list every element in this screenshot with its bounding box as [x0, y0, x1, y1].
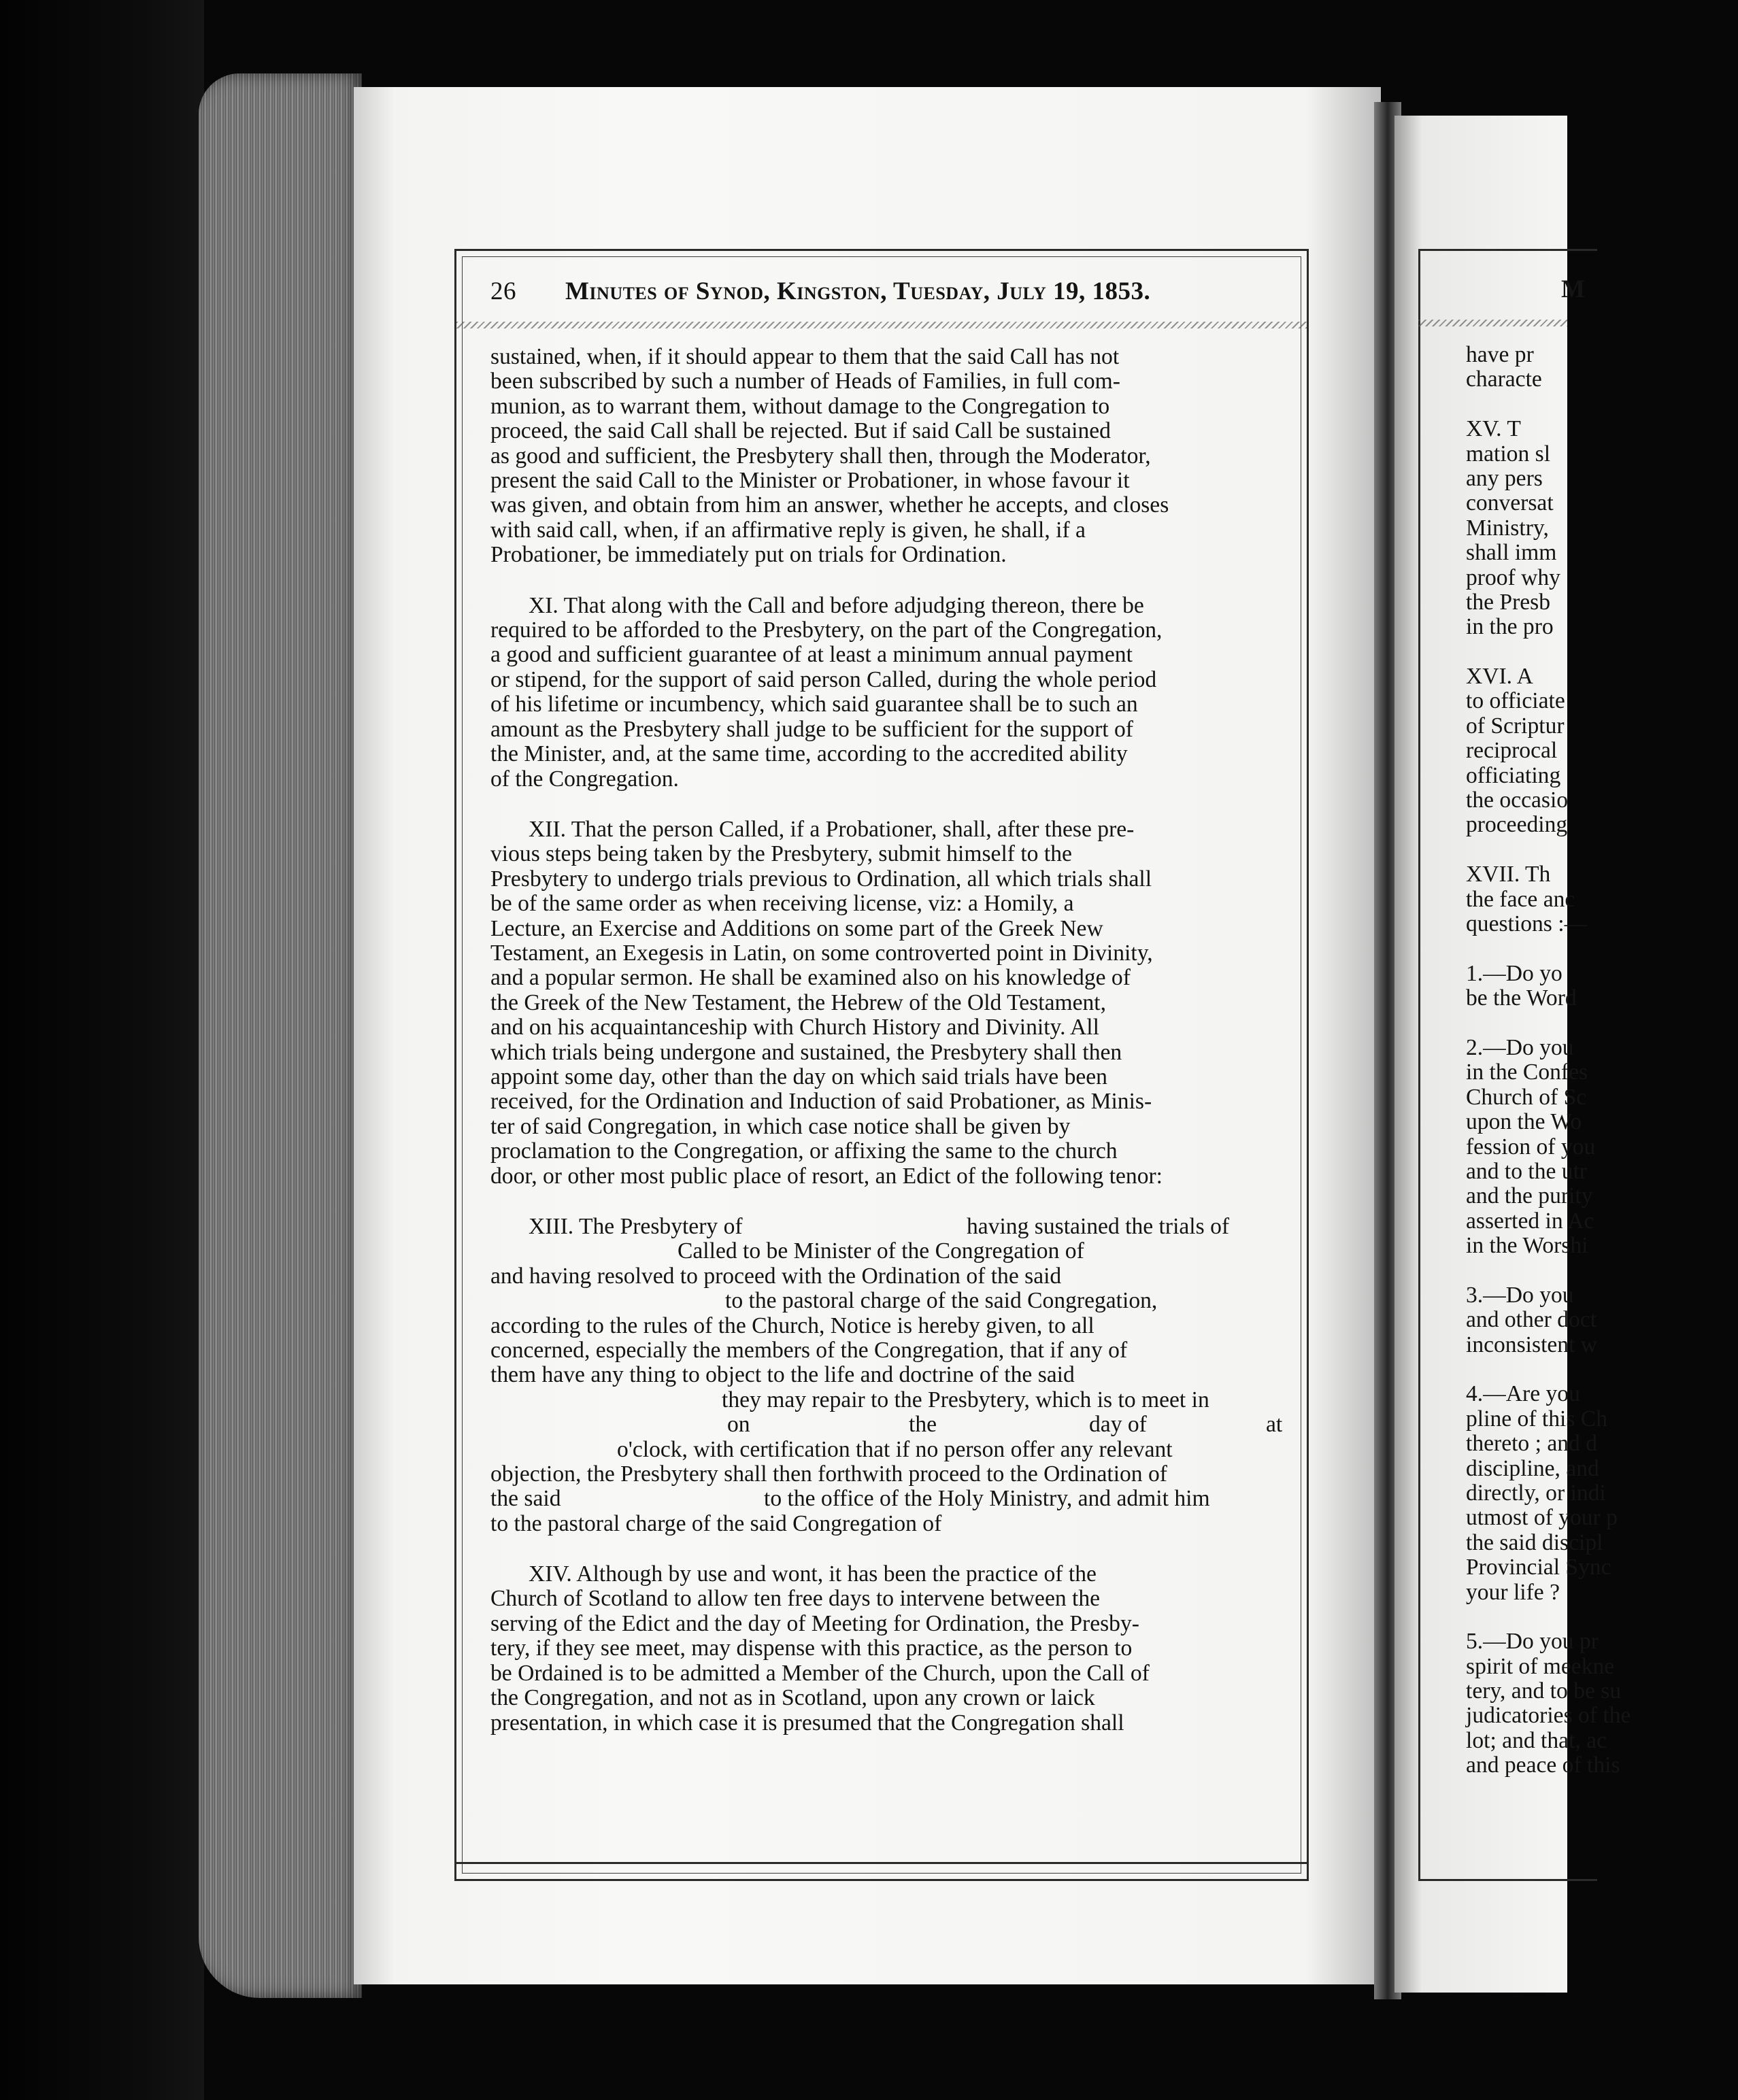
edict-text: the said: [490, 1486, 561, 1512]
right-text-line: [1466, 640, 1738, 664]
text-line: be of the same order as when receiving license, viz: a Homily, a: [490, 891, 1074, 917]
right-text-line: upon the Wo: [1466, 1109, 1582, 1135]
edict-text: on: [727, 1412, 750, 1438]
text-line: which trials being undergone and sustained, the Presbytery shall then: [490, 1039, 1122, 1065]
right-text-line: [1466, 1357, 1738, 1382]
edict-text: to the office of the Holy Ministry, and admit him: [764, 1486, 1210, 1512]
right-text-line: and peace of this: [1466, 1752, 1620, 1778]
text-line: ter of said Congregation, in which case notice shall be given by: [490, 1113, 1071, 1139]
right-text-line: [1466, 392, 1738, 417]
edict-text: day of: [1089, 1412, 1147, 1438]
text-line: Testament, an Exegesis in Latin, on some controverted point in Divinity,: [490, 940, 1153, 966]
text-line: the Congregation, and not as in Scotland, upon any crown or laick: [490, 1685, 1095, 1711]
right-running-head: M: [1561, 275, 1585, 303]
right-text-line: have pr: [1466, 342, 1534, 367]
running-head: Minutes of Synod, Kingston, Tuesday, July 19, 1853.: [565, 277, 1151, 305]
right-text-line: to officiate: [1466, 688, 1565, 714]
text-line: munion, as to warrant them, without damage to the Congregation to: [490, 393, 1110, 419]
page-body: [490, 345, 1281, 1735]
text-line: Church of Scotland to allow ten free days to intervene between the: [490, 1586, 1101, 1612]
right-text-line: 5.—Do you pr: [1466, 1629, 1599, 1655]
right-text-line: XV. T: [1466, 416, 1521, 442]
right-text-line: in the Confes: [1466, 1060, 1588, 1085]
right-text-line: the said discipl: [1466, 1529, 1603, 1555]
right-text-line: the face anc: [1466, 886, 1575, 912]
right-text-line: XVI. A: [1466, 664, 1533, 690]
right-text-line: thereto ; and d: [1466, 1431, 1598, 1457]
right-text-line: be the Word: [1466, 985, 1577, 1011]
text-line: vious steps being taken by the Presbytery, submit himself to the: [490, 841, 1072, 867]
text-line: appoint some day, other than the day on which said trials have been: [490, 1064, 1107, 1089]
edict-line: [490, 1239, 1281, 1264]
right-text-line: any pers: [1466, 465, 1543, 491]
right-text-line: inconsistent w: [1466, 1332, 1598, 1357]
right-text-line: in the Worshi: [1466, 1233, 1588, 1259]
right-text-line: 1.—Do yo: [1466, 960, 1562, 986]
page-number: 26: [490, 277, 516, 305]
right-text-line: the Presb: [1466, 589, 1551, 615]
right-text-line: reciprocal: [1466, 738, 1558, 764]
edict-text: the: [909, 1412, 937, 1438]
right-text-line: shall imm: [1466, 540, 1557, 566]
right-text-line: spirit of meekne: [1466, 1653, 1615, 1679]
right-text-line: asserted in Ac: [1466, 1208, 1594, 1234]
edict-text: Called to be Minister of the Congregation of: [678, 1238, 1084, 1264]
edict-text: according to the rules of the Church, Notice is hereby given, to all: [490, 1312, 1094, 1338]
text-line: be Ordained is to be admitted a Member of the Church, upon the Call of: [490, 1660, 1150, 1686]
right-header-rule: [1418, 320, 1567, 326]
edict-text: at: [1266, 1412, 1283, 1438]
right-text-line: Church of Sc: [1466, 1084, 1587, 1110]
text-line: Probationer, be immediately put on trials for Ordination.: [490, 542, 1007, 568]
text-line: the Greek of the New Testament, the Hebrew of the Old Testament,: [490, 989, 1107, 1015]
text-line: presentation, in which case it is presumed that the Congregation shall: [490, 1710, 1124, 1735]
text-line: of the Congregation.: [490, 766, 679, 792]
edict-line: [490, 1388, 1281, 1412]
edict-line: [490, 1289, 1281, 1313]
edict-text: XIII. The Presbytery of: [529, 1214, 743, 1239]
text-line: been subscribed by such a number of Heads of Families, in full com-: [490, 369, 1120, 394]
right-text-line: [1466, 1011, 1738, 1036]
right-text-line: in the pro: [1466, 614, 1554, 640]
edict-text: o'clock, with certification that if no person offer any relevant: [617, 1436, 1173, 1462]
edict-line: [490, 1264, 1281, 1289]
right-text-line: lot; and that, ac: [1466, 1727, 1607, 1753]
right-text-line: tery, and to be su: [1466, 1678, 1622, 1704]
text-line: door, or other most public place of resort, an Edict of the following tenor:: [490, 1163, 1163, 1189]
right-text-line: Ministry,: [1466, 515, 1549, 541]
right-text-line: proceeding: [1466, 812, 1568, 838]
page-fore-edge: [199, 73, 362, 1998]
right-text-line: XVII. Th: [1466, 862, 1551, 887]
right-text-line: your life ?: [1466, 1579, 1560, 1605]
text-line: XI. That along with the Call and before adjudging thereon, there be: [529, 592, 1144, 618]
right-text-line: questions :—: [1466, 911, 1588, 936]
edict-line: [490, 1338, 1281, 1363]
right-text-line: 2.—Do you: [1466, 1034, 1574, 1060]
edict-text: to the pastoral charge of the said Congregation of: [490, 1510, 942, 1536]
right-text-line: utmost of your p: [1466, 1505, 1618, 1531]
text-line: as good and sufficient, the Presbytery shall then, through the Moderator,: [490, 443, 1151, 469]
text-line: serving of the Edict and the day of Meeting for Ordination, the Presby-: [490, 1610, 1139, 1636]
text-line: received, for the Ordination and Induction of said Probationer, as Minis-: [490, 1089, 1152, 1115]
right-text-line: and the purity: [1466, 1183, 1593, 1209]
right-text-line: judicatories of the: [1466, 1703, 1631, 1729]
right-text-line: discipline, and: [1466, 1455, 1599, 1481]
text-line: was given, and obtain from him an answer, whether he accepts, and closes: [490, 492, 1169, 518]
text-line: of his lifetime or incumbency, which said guarantee shall be to such an: [490, 692, 1138, 717]
section-xiii-edict: [490, 1215, 1281, 1536]
edict-text: having sustained the trials of: [967, 1214, 1230, 1239]
edict-line: [490, 1487, 1281, 1511]
text-line: required to be afforded to the Presbytery, on the part of the Congregation,: [490, 617, 1163, 643]
page-header: [490, 277, 1280, 318]
frame-bottom-rule: [456, 1862, 1307, 1864]
right-text-line: mation sl: [1466, 441, 1551, 467]
edict-line: [490, 1363, 1281, 1387]
edict-text: to the pastoral charge of the said Congregation,: [725, 1288, 1158, 1314]
edict-line: [490, 1462, 1281, 1487]
right-text-line: [1466, 838, 1738, 862]
right-text-line: proof why: [1466, 564, 1560, 590]
right-text-line: fession of you: [1466, 1134, 1596, 1159]
right-text-line: conversat: [1466, 490, 1554, 516]
text-line: XIV. Although by use and wont, it has been the practice of the: [529, 1561, 1097, 1587]
right-text-line: 4.—Are you: [1466, 1381, 1580, 1407]
text-line: and a popular sermon. He shall be examined also on his knowledge of: [490, 965, 1131, 991]
text-line: proclamation to the Congregation, or affixing the same to the church: [490, 1138, 1118, 1164]
text-line: Presbytery to undergo trials previous to Ordination, all which trials shall: [490, 866, 1152, 892]
text-line: tery, if they see meet, may dispense with this practice, as the person to: [490, 1636, 1133, 1661]
text-line: or stipend, for the support of said person Called, during the whole period: [490, 666, 1157, 692]
right-text-line: the occasio: [1466, 788, 1569, 813]
edict-text: them have any thing to object to the life and doctrine of the said: [490, 1362, 1075, 1388]
text-line: proceed, the said Call shall be rejected. But if said Call be sustained: [490, 418, 1111, 444]
text-line: the Minister, and, at the same time, according to the accredited ability: [490, 741, 1128, 767]
edict-text: and having resolved to proceed with the Ordination of the said: [490, 1263, 1062, 1289]
right-text-line: directly, or indi: [1466, 1480, 1606, 1506]
right-text-line: 3.—Do you: [1466, 1282, 1574, 1308]
edict-line: [490, 1512, 1281, 1536]
section-xii: [490, 817, 1281, 1189]
edict-line: [490, 1438, 1281, 1462]
book-spine-shadow: [0, 0, 204, 2100]
edict-line: [490, 1215, 1281, 1239]
text-line: a good and sufficient guarantee of at least a minimum annual payment: [490, 642, 1133, 668]
continued-paragraph: [490, 345, 1281, 568]
right-text-line: of Scriptur: [1466, 713, 1565, 739]
header-wavy-rule: [456, 322, 1307, 328]
right-text-line: [1466, 1258, 1738, 1283]
right-text-line: officiating: [1466, 762, 1561, 788]
text-line: Lecture, an Exercise and Additions on some part of the Greek New: [490, 915, 1103, 941]
text-line: present the said Call to the Minister or Probationer, in whose favour it: [490, 468, 1130, 494]
text-line: XII. That the person Called, if a Probationer, shall, after these pre-: [529, 816, 1135, 842]
text-line: and on his acquaintanceship with Church History and Divinity. All: [490, 1015, 1099, 1040]
edict-line: [490, 1412, 1281, 1437]
edict-line: [490, 1314, 1281, 1338]
right-text-line: [1466, 1605, 1738, 1629]
right-text-line: characte: [1466, 367, 1542, 392]
edict-text: objection, the Presbytery shall then forthwith proceed to the Ordination of: [490, 1461, 1167, 1487]
text-line: amount as the Presbytery shall judge to be sufficient for the support of: [490, 716, 1133, 742]
right-text-line: pline of this Ch: [1466, 1406, 1607, 1432]
edict-text: concerned, especially the members of the Congregation, that if any of: [490, 1337, 1128, 1363]
text-line: with said call, when, if an affirmative reply is given, he shall, if a: [490, 517, 1086, 543]
section-xiv: [490, 1562, 1281, 1735]
right-text-line: and other doct: [1466, 1307, 1597, 1333]
right-text-line: and to the utr: [1466, 1158, 1588, 1184]
edict-text: they may repair to the Presbytery, which is to meet in: [722, 1387, 1209, 1412]
section-xi: [490, 594, 1281, 792]
text-line: sustained, when, if it should appear to them that the said Call has not: [490, 344, 1120, 369]
right-page-text: [1466, 343, 1738, 1778]
left-page-frame: [454, 249, 1309, 1881]
right-page-clip: [1418, 249, 1631, 1877]
right-text-line: Provincial Sync: [1466, 1555, 1611, 1580]
right-text-line: [1466, 936, 1738, 961]
